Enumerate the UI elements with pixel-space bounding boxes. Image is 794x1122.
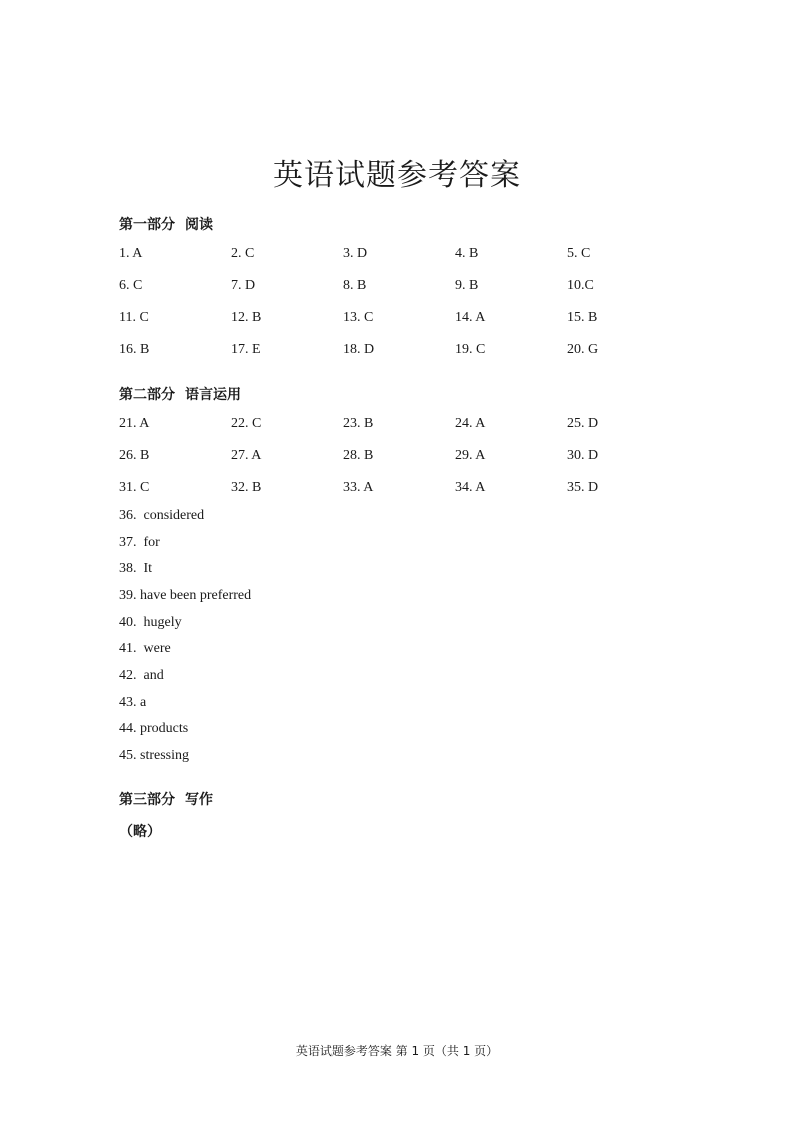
section-name-label: 语言运用 (185, 387, 241, 403)
answer-cell: 13. C (343, 310, 374, 325)
section-heading-language-use (119, 384, 241, 404)
answer-cell: 28. B (343, 448, 374, 463)
answer-cell: 22. C (231, 416, 262, 431)
fill-in-answer: 39. have been preferred (119, 588, 252, 603)
answer-cell: 4. B (455, 246, 479, 261)
answer-cell: 25. D (567, 416, 599, 431)
answer-row (119, 246, 719, 266)
answer-cell: 11. C (119, 310, 149, 325)
answer-cell: 32. B (231, 480, 262, 495)
answer-cell: 20. G (567, 342, 599, 357)
section-part-label: 第一部分 (119, 217, 175, 233)
answer-cell: 21. A (119, 416, 150, 431)
fill-in-answer: 37. for (119, 535, 160, 550)
answer-row (119, 416, 719, 436)
answer-cell: 9. B (455, 278, 479, 293)
answer-cell: 31. C (119, 480, 150, 495)
page-footer: 英语试题参考答案 第 1 页（共 1 页） (295, 1044, 499, 1058)
answer-row (119, 480, 719, 500)
section-part-label: 第三部分 (119, 792, 175, 808)
fill-in-answer: 42. and (119, 668, 164, 683)
section-heading-reading (119, 214, 213, 234)
answer-cell: 12. B (231, 310, 262, 325)
answer-row (119, 448, 719, 468)
answer-cell: 33. A (343, 480, 374, 495)
answer-cell: 35. D (567, 480, 599, 495)
section-name-label: 阅读 (185, 217, 213, 233)
fill-in-answer: 38. It (119, 561, 153, 576)
answer-cell: 8. B (343, 278, 367, 293)
fill-in-answer: 36. considered (119, 508, 205, 523)
answer-row (119, 342, 719, 362)
fill-in-answer: 44. products (119, 721, 189, 736)
answer-cell: 6. C (119, 278, 143, 293)
answer-cell: 2. C (231, 246, 255, 261)
answer-cell: 18. D (343, 342, 375, 357)
answer-cell: 5. C (567, 246, 591, 261)
fill-in-answer: 41. were (119, 641, 171, 656)
fill-in-answer: 45. stressing (119, 748, 189, 763)
answer-row (119, 278, 719, 298)
answer-cell: 16. B (119, 342, 150, 357)
answer-cell: 7. D (231, 278, 256, 293)
section-part-label: 第二部分 (119, 387, 175, 403)
answer-cell: 27. A (231, 448, 262, 463)
answer-cell: 14. A (455, 310, 486, 325)
answer-cell: 15. B (567, 310, 598, 325)
answer-cell: 26. B (119, 448, 150, 463)
answer-cell: 29. A (455, 448, 486, 463)
answer-cell: 30. D (567, 448, 599, 463)
page-title: 英语试题参考答案 (273, 158, 521, 193)
answer-cell: 24. A (455, 416, 486, 431)
answer-cell: 10.C (567, 278, 594, 293)
answer-cell: 19. C (455, 342, 486, 357)
answer-cell: 17. E (231, 342, 261, 357)
answer-cell: 3. D (343, 246, 368, 261)
fill-in-answer: 40. hugely (119, 615, 182, 630)
section-heading-writing (119, 789, 213, 809)
answer-cell: 34. A (455, 480, 486, 495)
section-name-label: 写作 (185, 792, 213, 808)
fill-in-answer: 43. a (119, 695, 147, 710)
answer-row (119, 310, 719, 330)
answer-cell: 1. A (119, 246, 143, 261)
answer-cell: 23. B (343, 416, 374, 431)
writing-omitted-note: （略） (119, 824, 161, 840)
